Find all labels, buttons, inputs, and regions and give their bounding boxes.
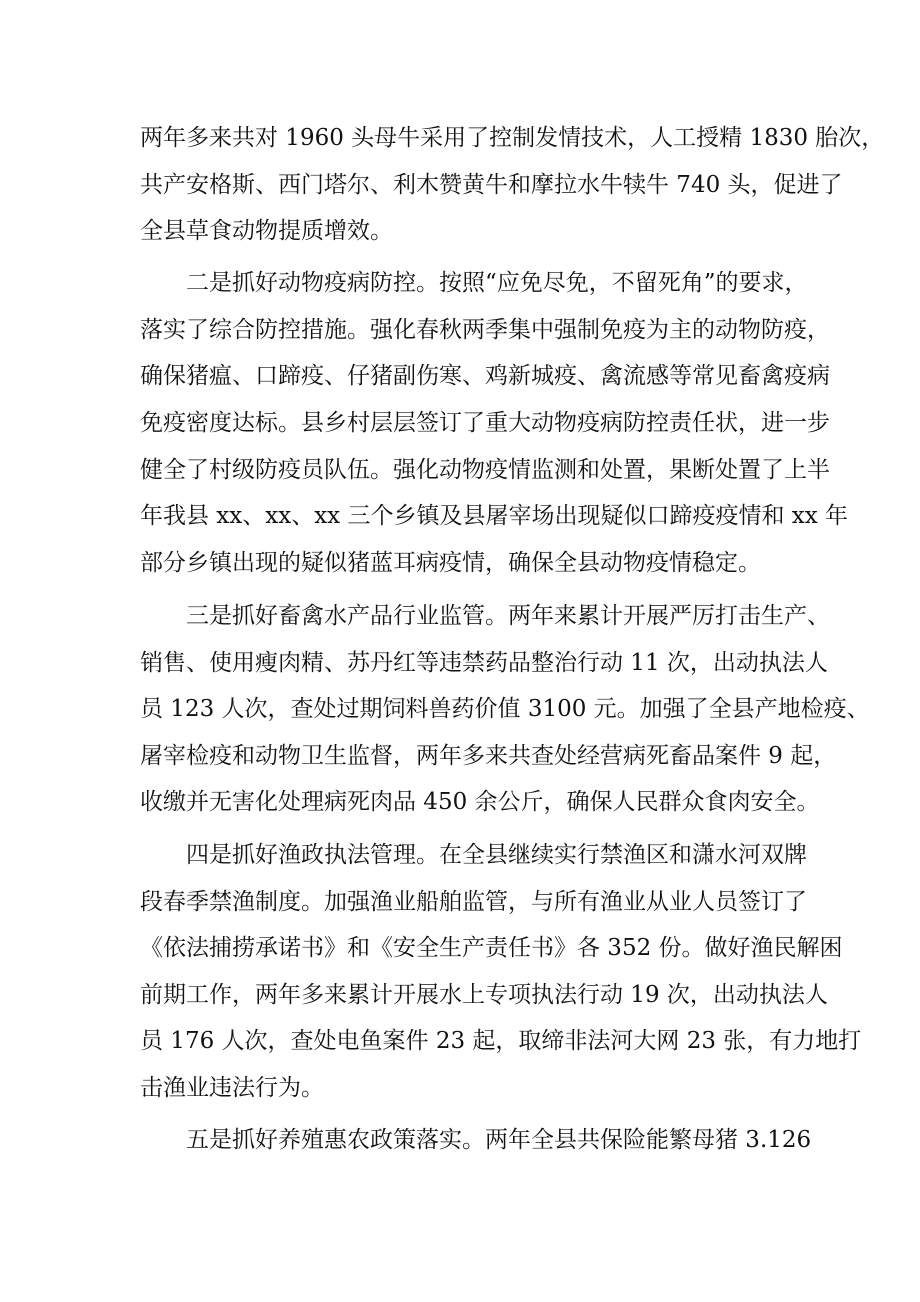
text-line: 击渔业违法行为。	[140, 1075, 324, 1101]
text-line: 前期工作，两年多来累计开展水上专项执法行动 19 次，出动执法人	[140, 982, 828, 1008]
text-line: 收缴并无害化处理病死肉品 450 余公斤，确保人民群众食肉安全。	[140, 789, 820, 815]
text-line: 《依法捕捞承诺书》和《安全生产责任书》各 352 份。做好渔民解困	[140, 935, 843, 961]
text-line: 免疫密度达标。县乡村层层签订了重大动物疫病防控责任状，进一步	[140, 410, 830, 436]
text-line: 两年多来共对 1960 头母牛采用了控制发情技术，人工授精 1830 胎次，	[140, 125, 885, 151]
text-line: 健全了村级防疫员队伍。强化动物疫情监测和处置，果断处置了上半	[140, 457, 830, 483]
paragraph-first-line: 四是抓好渔政执法管理。在全县继续实行禁渔区和潇水河双牌	[186, 842, 807, 868]
text-line: 段春季禁渔制度。加强渔业船舶监管，与所有渔业从业人员签订了	[140, 889, 807, 915]
text-line: 员 123 人次，查处过期饲料兽药价值 3100 元。加强了全县产地检疫、	[140, 696, 870, 722]
text-line: 共产安格斯、西门塔尔、利木赞黄牛和摩拉水牛犊牛 740 头，促进了	[140, 172, 843, 198]
paragraph-first-line: 三是抓好畜禽水产品行业监管。两年来累计开展严厉打击生产、	[186, 603, 830, 629]
text-line: 员 176 人次，查处电鱼案件 23 起，取缔非法河大网 23 张，有力地打	[140, 1028, 862, 1054]
text-line: 年我县 xx、xx、xx 三个乡镇及县屠宰场出现疑似口蹄疫疫情和 xx 年	[140, 503, 849, 529]
text-line: 确保猪瘟、口蹄疫、仔猪副伤寒、鸡新城疫、禽流感等常见畜禽疫病	[140, 363, 830, 389]
text-line: 部分乡镇出现的疑似猪蓝耳病疫情，确保全县动物疫情稳定。	[140, 550, 761, 576]
paragraph-first-line: 二是抓好动物疫病防控。按照“应免尽免，不留死角”的要求，	[186, 270, 808, 296]
text-line: 落实了综合防控措施。强化春秋两季集中强制免疫为主的动物防疫，	[140, 317, 830, 343]
text-line: 全县草食动物提质增效。	[140, 218, 393, 244]
paragraph-first-line: 五是抓好养殖惠农政策落实。两年全县共保险能繁母猪 3.126	[186, 1127, 812, 1153]
text-line: 屠宰检疫和动物卫生监督，两年多来共查处经营病死畜品案件 9 起，	[140, 743, 837, 769]
text-line: 销售、使用瘦肉精、苏丹红等违禁药品整治行动 11 次，出动执法人	[140, 650, 828, 676]
